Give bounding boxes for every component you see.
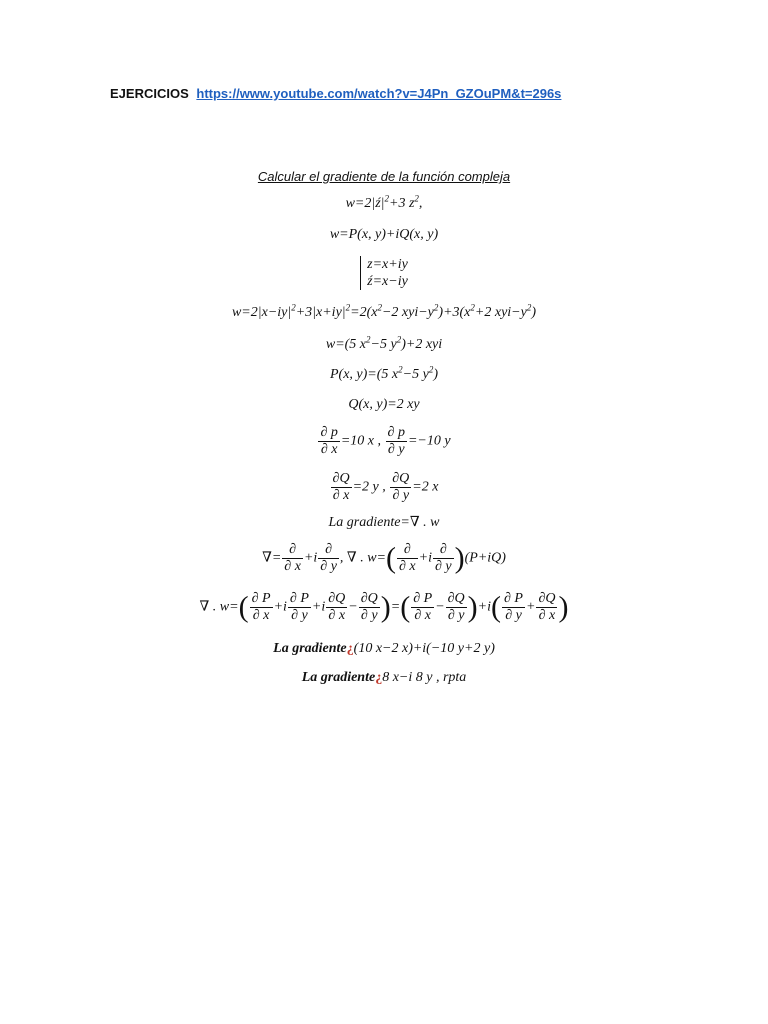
result-line-1: La gradiente¿(10 x−2 x)+i(−10 y+2 y) xyxy=(273,641,495,656)
equation-partials-p: $\frac{\partial p}{\partial x}$ =10 x , $\frac{\partial p}{\partial y}$ =−10 y xyxy=(320,425,451,457)
equation-system: z=x+iy ź=x−iy xyxy=(0,256,768,290)
exercise-title: Calcular el gradiente de la función compleja xyxy=(257,169,511,184)
equation-nabla: ∇= $\frac{\partial}{\partial x}$ +i $\frac{\partial}{\partial y}$ , ∇ . w=( $\frac{\partial}{\partial x}$ +i $\frac{\partial}{\partial y}$ )(P+iQ) xyxy=(262,541,506,575)
equation-nabla-expansion: ∇ . w=( $\frac{\partial P}{\partial x}$ +i $\frac{\partial P}{\partial y}$ +i $\frac{\partial Q}{\partial x}$ − $\frac{\partial Q}{\partial y}$ )=( $\frac{\partial P}{\partial x}$ − $\frac{\partial Q}{\partial y}$ )+i( $\frac{\partial P}{\partial y}$ + $\frac{\partial Q}{\partial x}$ ) xyxy=(199,590,569,624)
equation-p: P(x, y)=(5 $x^2-5$ $y^2$) xyxy=(330,364,438,382)
header-label: EJERCICIOS xyxy=(110,86,189,101)
result-line-2: La gradiente¿8 x−i 8 y , rpta xyxy=(301,670,467,685)
equation-q: Q(x, y)=2 xy xyxy=(348,397,420,412)
equation-partials-q: $\frac{\partial Q}{\partial x}$ =2 y , $\frac{\partial Q}{\partial y}$ =2 x xyxy=(332,471,439,503)
video-link[interactable]: https://www.youtube.com/watch?v=J4Pn_GZOuPM&t=296s xyxy=(196,86,562,101)
header xyxy=(110,86,561,101)
equation-gradient-def: La gradiente=∇ . w xyxy=(328,515,440,530)
equation-simplified: w=(5 $x^2-5$ $y^2)+2$ xyi xyxy=(325,334,443,352)
equation-w-pq: w=P(x, y)+iQ(x, y) xyxy=(329,227,439,242)
equation-expansion: $w=2|x-iy|^2+3|x+iy|^2=2(x^2-2$ $xyi-y^2)+3(x^2+2$ $xyi-y^2$) xyxy=(231,302,537,320)
equation-w: $w=2|ź|^2+3$ $z^2$, xyxy=(345,193,423,211)
